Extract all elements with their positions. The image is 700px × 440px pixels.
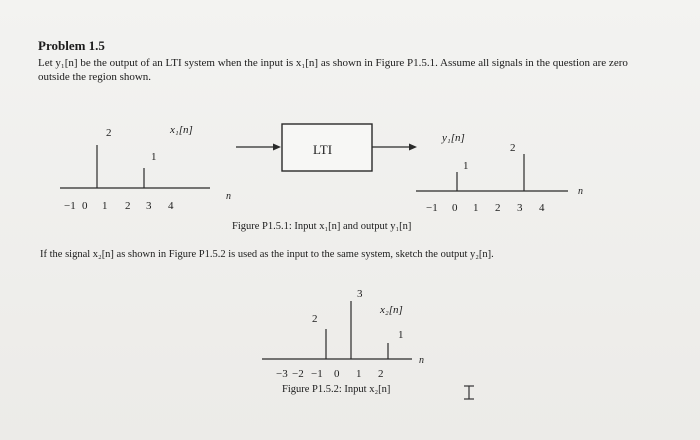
- x2-tick: 1: [356, 368, 362, 380]
- x2-sample-label-nm2: 2: [312, 313, 318, 325]
- y1-sample-label-n1: 1: [463, 160, 469, 172]
- y1-tick: 4: [539, 202, 545, 214]
- x1-tick: 4: [168, 200, 174, 212]
- block-diagram: [236, 124, 417, 171]
- x1-axis-var: n: [226, 191, 231, 202]
- problem-title: Problem 1.5: [38, 38, 105, 53]
- x1-tick: 2: [125, 200, 131, 212]
- figure1-caption: Figure P1.5.1: Input x₁[n] and output y₁[n]: [232, 221, 412, 232]
- x2-tick: 2: [378, 368, 384, 380]
- text-cursor-icon: [464, 386, 474, 399]
- x1-label: x₁[n]: [170, 124, 193, 136]
- x2-axis-var: n: [419, 355, 424, 366]
- x1-tick: 3: [146, 200, 152, 212]
- y1-tick: 2: [495, 202, 501, 214]
- input-arrowhead: [273, 144, 281, 151]
- x2-label: x₂[n]: [380, 304, 403, 316]
- input-plot-x1: [60, 124, 231, 212]
- question-text: If the signal x₂[n] as shown in Figure P1.5.2 is used as the input to the same system, sketch the output y₂[n].: [40, 249, 494, 260]
- x1-sample-label-n1: 2: [106, 127, 112, 139]
- lti-label: LTI: [313, 142, 333, 157]
- x1-tick: −1: [64, 200, 76, 212]
- x2-sample-label-n0: 3: [357, 288, 363, 300]
- x1-tick: 1: [102, 200, 108, 212]
- y1-label: y₁[n]: [442, 132, 465, 144]
- x2-tick: −2: [292, 368, 304, 380]
- figure2-caption: Figure P1.5.2: Input x₂[n]: [282, 384, 391, 395]
- x2-sample-label-n2: 1: [398, 329, 404, 341]
- y1-sample-label-n3: 2: [510, 142, 516, 154]
- y1-tick: 1: [473, 202, 479, 214]
- y1-axis-var: n: [578, 186, 583, 197]
- x1-sample-label-n3: 1: [151, 151, 157, 163]
- x2-tick: 0: [334, 368, 340, 380]
- y1-tick: −1: [426, 202, 438, 214]
- y1-tick: 0: [452, 202, 458, 214]
- x2-tick: −1: [311, 368, 323, 380]
- output-plot-y1: [416, 132, 583, 214]
- input-plot-x2: [262, 288, 424, 380]
- x1-tick: 0: [82, 200, 88, 212]
- x2-tick: −3: [276, 368, 288, 380]
- problem-statement: Let y₁[n] be the output of an LTI system when the input is x₁[n] as shown in Figure P1.5.1. Assume all signals in the question are zero outside the region shown.: [38, 57, 628, 83]
- output-arrowhead: [409, 144, 417, 151]
- y1-tick: 3: [517, 202, 523, 214]
